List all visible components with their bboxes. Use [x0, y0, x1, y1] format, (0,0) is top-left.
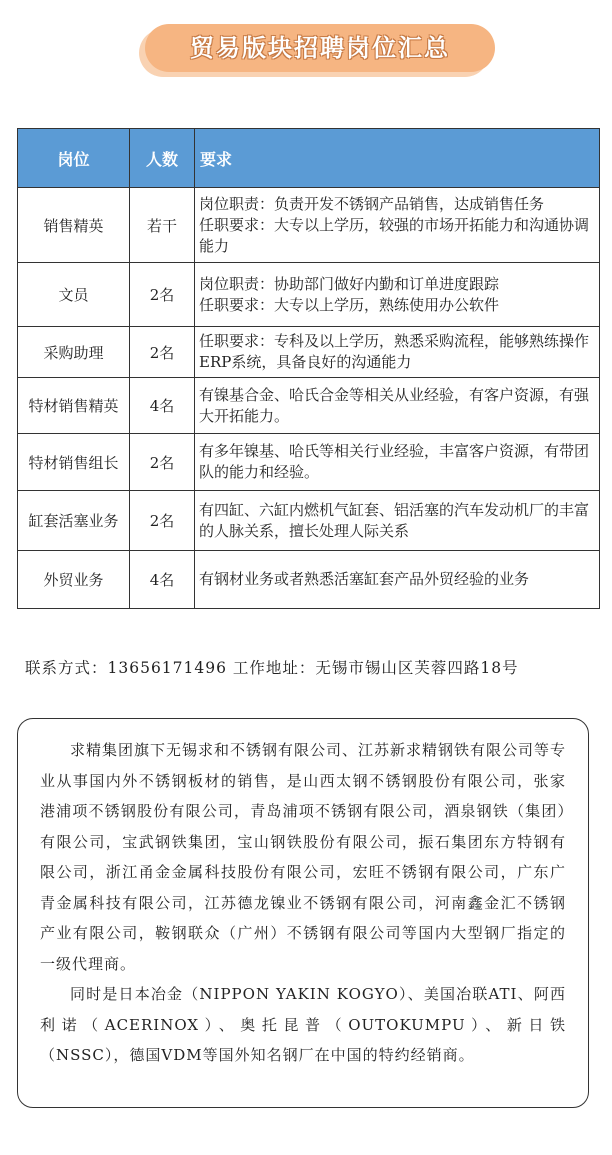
- count-cell: 4名: [130, 378, 195, 434]
- position-cell: 销售精英: [18, 188, 130, 263]
- table-row: [18, 378, 600, 434]
- count-cell: 若干: [130, 188, 195, 263]
- contact-info: 联系方式：13656171496 工作地址：无锡市锡山区芙蓉四路18号: [25, 659, 519, 677]
- count-cell: 2名: [130, 263, 195, 327]
- table-row: [18, 188, 600, 263]
- title-banner: [145, 24, 495, 72]
- count-cell: 2名: [130, 327, 195, 378]
- count-cell: 4名: [130, 551, 195, 609]
- requirement-line: 有镍基合金、哈氏合金等相关从业经验，有客户资源，有强大开拓能力。: [199, 385, 590, 425]
- position-cell: 外贸业务: [18, 551, 130, 609]
- position-cell: 采购助理: [18, 327, 130, 378]
- requirement-line: 有四缸、六缸内燃机气缸套、铝活塞的汽车发动机厂的丰富的人脉关系，擅长处理人际关系: [199, 500, 590, 540]
- position-cell: 文员: [18, 263, 130, 327]
- requirement-line: 有多年镍基、哈氏等相关行业经验，丰富客户资源，有带团队的能力和经验。: [199, 442, 590, 481]
- requirements-cell: [195, 327, 600, 378]
- table-row: [18, 327, 600, 378]
- header-position: 岗位: [18, 129, 130, 188]
- company-intro-paragraph: 求精集团旗下无锡求和不锈钢有限公司、江苏新求精钢铁有限公司等专业从事国内外不锈钢板材的销售，是山西太钢不锈钢股份有限公司，张家港浦项不锈钢股份有限公司，青岛浦项不锈钢有限公司，酒泉钢铁（集团）有限公司，宝武钢铁集团，宝山钢铁股份有限公司，振石集团东方特钢有限公司，浙江甬金金属科技股份有限公司，宏旺不锈钢有限公司，广东广青金属科技有限公司，江苏德龙镍业不锈钢有限公司，河南鑫金汇不锈钢产业有限公司，鞍钢联众（广州）不锈钢有限公司等国内大型钢厂指定的一级代理商。: [40, 741, 567, 973]
- requirements-cell: [195, 491, 600, 551]
- requirement-line: 岗位职责：协助部门做好内勤和订单进度跟踪: [199, 274, 500, 293]
- count-cell: 2名: [130, 491, 195, 551]
- position-cell: 特材销售组长: [18, 434, 130, 491]
- company-intro-box: [17, 718, 589, 1108]
- table-row: [18, 491, 600, 551]
- jobs-table: [17, 128, 600, 609]
- table-row: [18, 434, 600, 491]
- position-cell: 特材销售精英: [18, 378, 130, 434]
- requirements-cell: [195, 434, 600, 491]
- company-intro-paragraph: 同时是日本冶金（NIPPON YAKIN KOGYO）、美国冶联ATI、阿西利诺（ACERINOX）、奥托昆普（OUTOKUMPU）、新日铁（NSSC），德国VDM等国外知名钢厂在中国的特约经销商。: [40, 985, 566, 1064]
- header-count: 人数: [130, 129, 195, 188]
- requirements-cell: [195, 378, 600, 434]
- requirements-cell: [195, 263, 600, 327]
- table-row: [18, 263, 600, 327]
- requirement-line: 任职要求：大专以上学历，较强的市场开拓能力和沟通协调能力: [199, 215, 590, 255]
- count-cell: 2名: [130, 434, 195, 491]
- position-cell: 缸套活塞业务: [18, 491, 130, 551]
- requirements-cell: [195, 188, 600, 263]
- table-header-row: [18, 129, 600, 188]
- requirements-cell: [195, 551, 600, 609]
- header-requirements: 要求: [195, 129, 600, 188]
- requirement-line: 岗位职责：负责开发不锈钢产品销售，达成销售任务: [199, 194, 545, 213]
- requirement-line: 任职要求：专科及以上学历，熟悉采购流程，能够熟练操作ERP系统，具备良好的沟通能力: [199, 332, 590, 371]
- requirement-line: 有钢材业务或者熟悉活塞缸套产品外贸经验的业务: [199, 570, 530, 588]
- page-title: 贸易版块招聘岗位汇总: [190, 33, 450, 62]
- table-row: [18, 551, 600, 609]
- requirement-line: 任职要求：大专以上学历，熟练使用办公软件: [199, 295, 500, 314]
